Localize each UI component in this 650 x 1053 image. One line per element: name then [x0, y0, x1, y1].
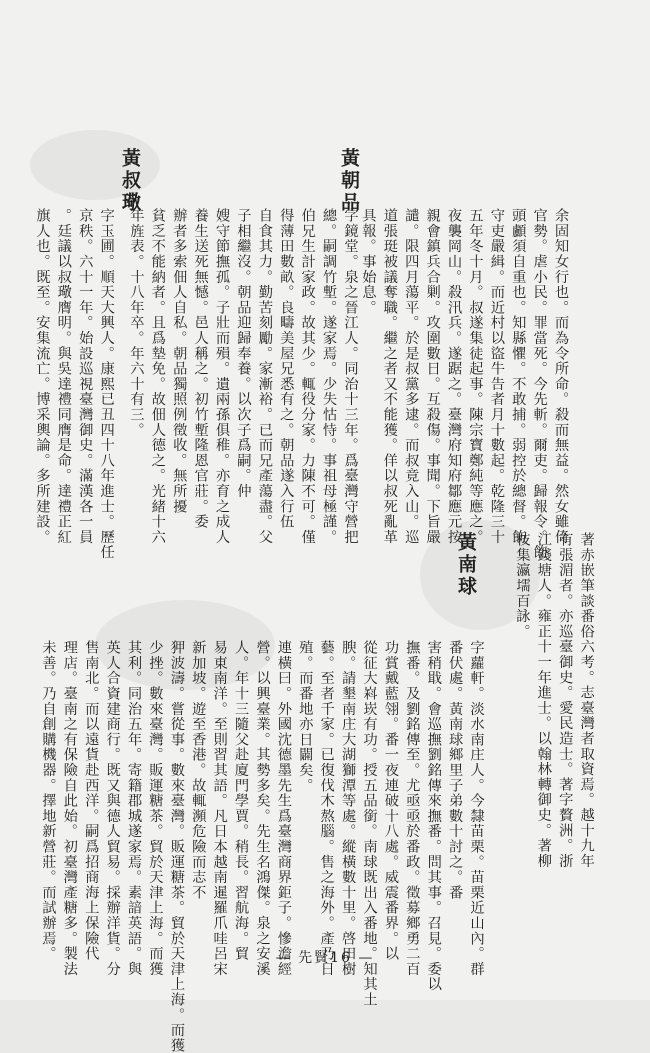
upper-middle-text-block: 字鏡堂。泉之晉江人。同治十三年。爲臺灣守營把 總。嗣調竹塹。遂家焉。少失怙恃。事祖母極謹。 伯兄生計家政。故其少。輒役分家。力陳不可。僅 得薄田數畝。良疇美屋兄悉有之。朝品遂入行伍 自食其力。勤苦刻勵。家漸裕。已而兄產蕩盡。父 子相繼沒。朝品迎歸奉養。以次子爲嗣。仲 嫂守節撫孤。子壯而殞。遺兩孫俱稚。亦育之成人 養生送死無憾。邑人稱之。初竹塹隆恩官莊。委 辦者多索佃人自私。朝品獨照例徵收。無所擾 貧乏不能納者。且爲墊免。故佃人德之。光緒十六 年旌表。十八年卒。年六十有三。: [127, 208, 358, 545]
upper-right-text-block: 余固知女行也。而為令所命。殺而無益。然女雖倚 官勢。虐小民。罪當死。今先斬。爾吏。歸報令。飭 頭顱須自重也。知縣懼。不敢捕。弱控於總督。飭 守吏嚴緝。而近村以盜牛告者月十數起。乾隆三十 五年冬十月。叔遂集徒起事。陳宗寶鄭純等應之。 夜襲岡山。殺汛兵。遂踞之。臺灣府知府鄒應元按 親會鎮兵合剿。攻圍數日。互殺傷。事聞。下旨嚴 譴。限四月蕩平。於是叔黨多逮。而叔竟入山。巡 道張珽被議奪職。繼之者又不能獲。佯以叔死亂革 具報。事始息。: [359, 208, 569, 560]
page-number: — 先賢16 —: [275, 950, 375, 966]
lower-left-text-block: 字蘿軒。淡水南庄人。今隸苗栗。苗栗近山內。群 番伏處。黃南球鄉里子弟數十討之。番 害稍戢。會巡撫劉銘傳來撫番。問其事。召見。委以 撫番。及劉銘傳至。尤亟亟於番政。徵募鄉勇二百 功賞戴藍翎。番一夜連破十八處。威震番界。以 從征大嵙崁有功。授五品銜。南球既出入番地。知其土 腴。請墾南庄大湖獅潭等處。縱橫數十里。啓田樹 藝。至者千家。已復伐木熬腦。售之海外。產乃日 殖。而番地亦日闢矣。 連橫曰。外國沈德墨先生爲臺灣商界鉅子。慘澹經 營。以興臺業。其勢多矣。先生名鴻傑。泉之安溪 人。年十三隨父赴廈門學賈。稍長。習航海。貿 易東南洋。至則習其語。凡日本越南暹羅爪哇呂宋 新加坡。遊至香港。故輒瀕危險而志不 狎波濤。嘗從事。數來臺灣。販運糖茶。貿於天津上海。而獲 少挫。數來臺灣。販運糖茶。貿於天津上海。而獲 其利。同治五年。寄籍郡城遂家焉。素諳英語。與 英人合資建商行。既又與德人貿易。採辦洋貨。分 售南北。而以遠貨赴西洋。嗣爲招商海上保險代 理店。臺南之有保險自此始。初臺灣產糖多。製法 未善。乃自創購機器。擇地新營莊。而試辦焉。: [39, 640, 484, 1053]
heading-huang-nanqiu: 黃南球: [455, 532, 477, 598]
upper-left-text-block: 字玉圃。順天大興人。康熙已丑四十八年進士。歷任 京秩。六十一年。始設巡視臺灣御史。滿漢各一員 。廷議以叔璥膺明。與吳達禮同膺是命。達禮正紅 旗人也。既至。安集流亡。博采輿論。多所建設。: [33, 208, 114, 560]
heading-huang-chaopin: 黃朝品: [338, 148, 360, 214]
heading-huang-shujing: 黃叔璥: [119, 148, 141, 214]
lower-right-text-block: 著赤嵌筆談番俗六考。志臺灣者取資焉。越十九年 有張湄者。亦巡臺御史。愛民造士。著字贅洲。浙 江錢塘人。雍正十一年進士。以翰林轉御史。著柳 枝集瀛壖百詠。: [513, 532, 594, 869]
